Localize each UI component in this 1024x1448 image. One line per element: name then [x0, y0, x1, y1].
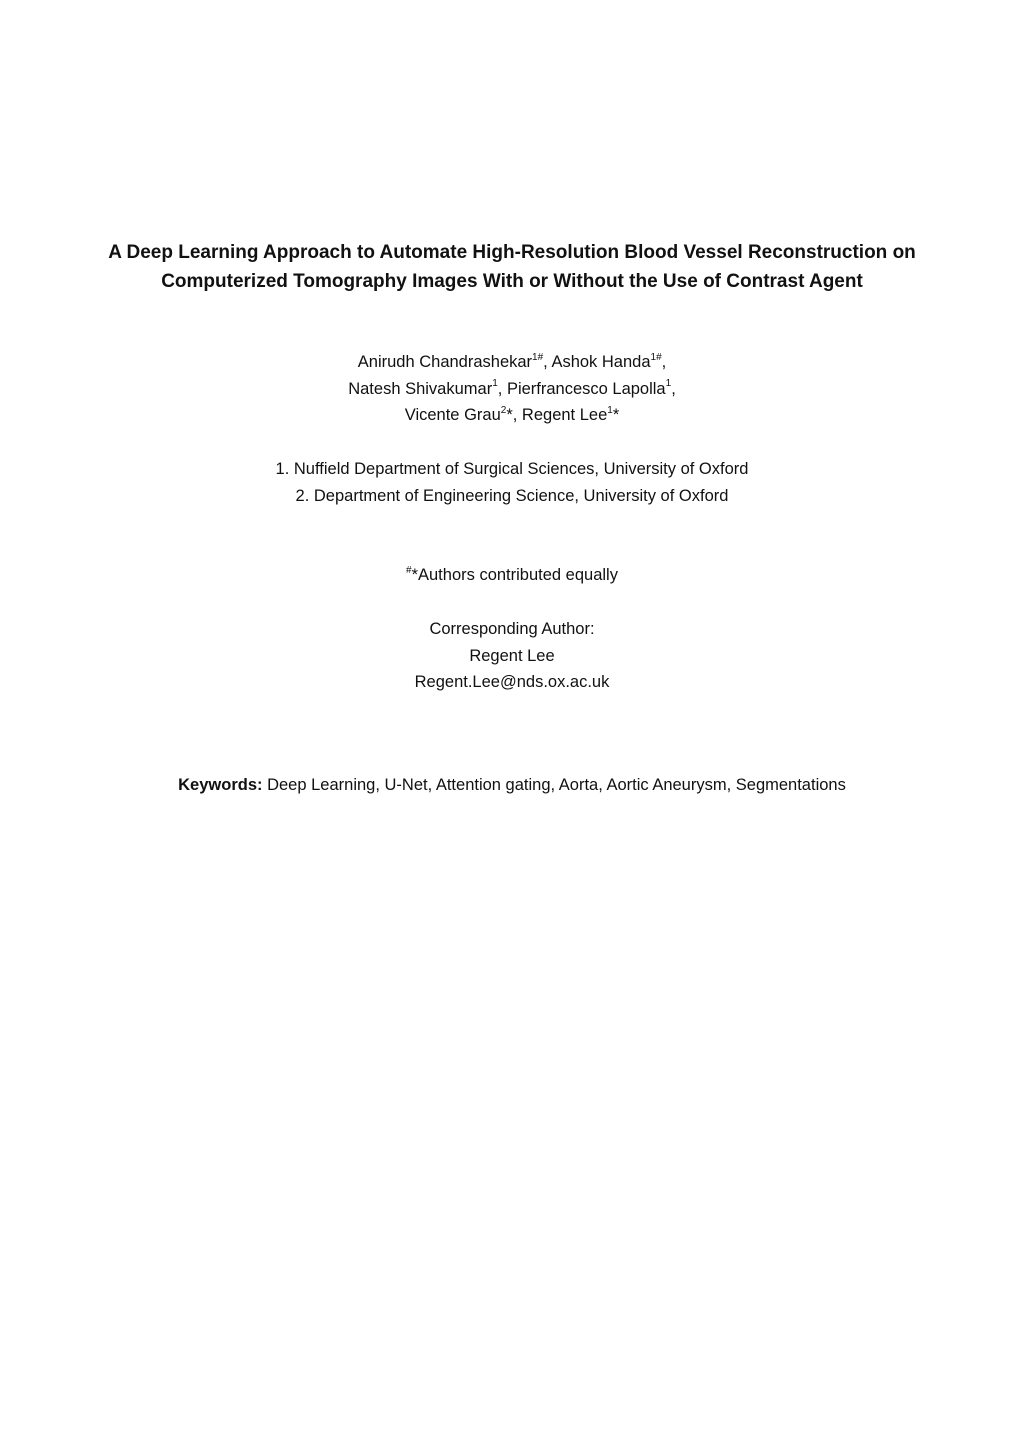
- author-line-1: [80, 349, 944, 376]
- author-affiliation-mark: 1: [665, 378, 672, 390]
- author-affiliation-mark: 1#: [650, 351, 662, 363]
- author-separator: ,: [497, 379, 507, 398]
- author-line-2: [80, 376, 944, 403]
- corresponding-email: Regent.Lee@nds.ox.ac.uk: [414, 673, 610, 692]
- author-affiliation-mark: 1: [492, 378, 498, 390]
- keywords-text: Deep Learning, U-Net, Attention gating, Aorta, Aortic Aneurysm, Segmentations: [262, 776, 846, 794]
- affiliation-list: [80, 456, 944, 509]
- author-line-3: [80, 402, 944, 429]
- author-separator: *: [612, 406, 620, 425]
- author-name: Vicente Grau: [404, 406, 501, 425]
- equal-contribution-text: *Authors contributed equally: [411, 566, 618, 584]
- author-list: [80, 349, 944, 429]
- corresponding-name: Regent Lee: [469, 646, 555, 665]
- equal-contribution-note: [80, 562, 944, 589]
- equal-contribution-mark: #: [406, 564, 412, 576]
- author-affiliation-mark: 1: [607, 404, 613, 416]
- title-line-1: A Deep Learning Approach to Automate High-Resolution Blood Vessel Reconstruction on: [108, 242, 916, 263]
- author-name: Regent Lee: [521, 406, 608, 425]
- author-affiliation-mark: 1#: [532, 351, 544, 363]
- author-separator: ,: [671, 379, 676, 398]
- author-affiliation-mark: 2: [500, 404, 507, 416]
- author-separator: *,: [506, 406, 522, 425]
- author-name: Ashok Handa: [551, 353, 651, 371]
- corresponding-label: Corresponding Author:: [429, 620, 595, 638]
- author-separator: ,: [543, 353, 552, 371]
- author-name: Pierfrancesco Lapolla: [506, 379, 666, 398]
- keywords-line: [80, 772, 944, 798]
- author-name: Anirudh Chandrashekar: [357, 353, 533, 371]
- corresponding-author-block: [80, 616, 944, 696]
- author-separator: ,: [661, 353, 667, 371]
- author-name: Natesh Shivakumar: [348, 379, 493, 398]
- paper-title: [80, 238, 944, 296]
- affiliation-2: 2. Department of Engineering Science, University of Oxford: [295, 486, 729, 505]
- affiliation-1: 1. Nuffield Department of Surgical Sciences, University of Oxford: [275, 460, 749, 478]
- title-line-2: Computerized Tomography Images With or Without the Use of Contrast Agent: [161, 271, 863, 292]
- keywords-label: Keywords:: [178, 776, 263, 794]
